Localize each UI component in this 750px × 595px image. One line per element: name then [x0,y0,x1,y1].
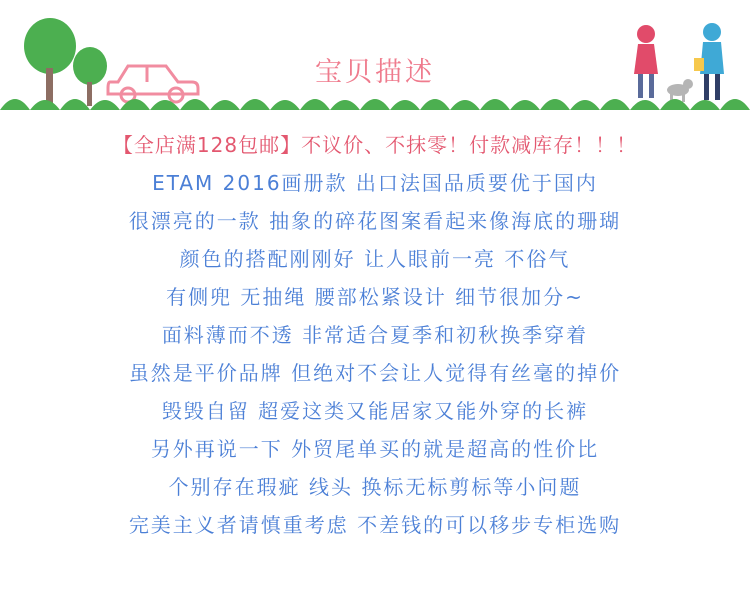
description-line: 完美主义者请慎重考虑 不差钱的可以移步专柜选购 [128,513,622,537]
bushes-icon [0,84,750,110]
description-text-block [0,126,750,544]
description-line: 另外再说一下 外贸尾单买的就是超高的性价比 [150,437,600,461]
description-line: 虽然是平价品牌 但绝对不会让人觉得有丝毫的掉价 [128,361,622,385]
description-line: 面料薄而不透 非常适合夏季和初秋换季穿着 [161,323,589,347]
description-line: 有侧兜 无抽绳 腰部松紧设计 细节很加分~ [166,285,584,309]
description-line: 颜色的搭配刚刚好 让人眼前一亮 不俗气 [179,247,571,271]
description-line: ETAM 2016画册款 出口法国品质要优于国内 [152,171,598,195]
decorative-header-band [0,0,750,120]
page-title: 宝贝描述 [315,57,435,88]
description-line: 【全店满128包邮】不议价、不抹零！付款减库存！！！ [112,133,638,157]
description-line: 个别存在瑕疵 线头 换标无标剪标等小问题 [168,475,582,499]
description-line: 毁毁自留 超爱这类又能居家又能外穿的长裤 [161,399,589,423]
description-line: 很漂亮的一款 抽象的碎花图案看起来像海底的珊瑚 [128,209,622,233]
